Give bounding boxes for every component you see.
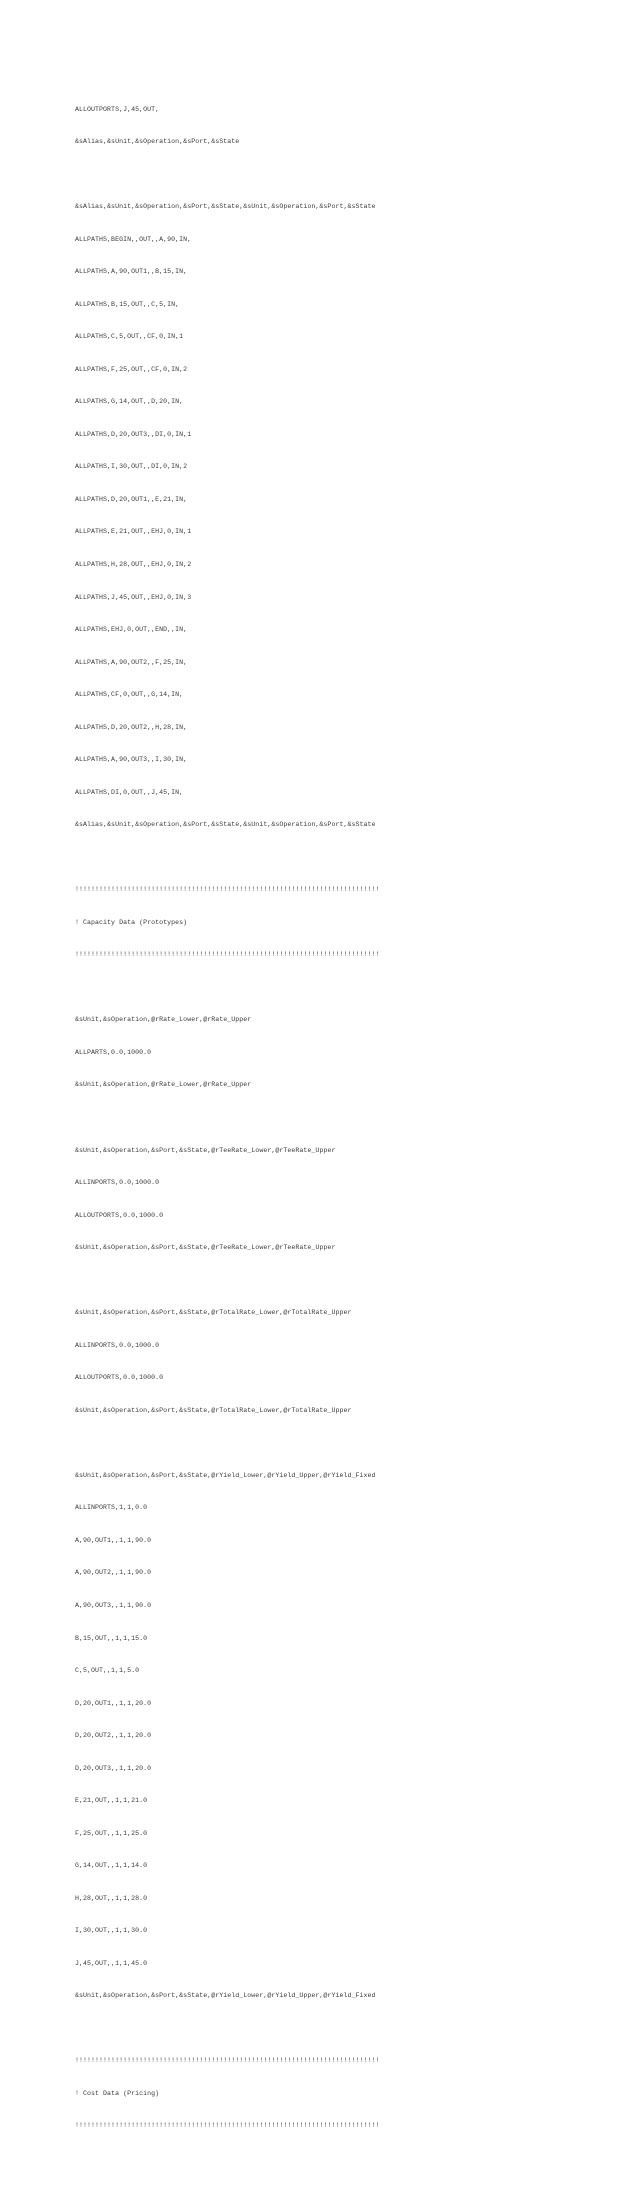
document-line: D,20,OUT3,,1,1,20.0 <box>75 1764 152 1772</box>
document-line: !!!!!!!!!!!!!!!!!!!!!!!!!!!!!!!!!!!!!!!!!!!!!!!!!!!!!!!!!!!!!!!!!!!!!!!!!!!! <box>75 951 380 959</box>
document-line: ALLPATHS,D,20,OUT3,,DI,0,IN,1 <box>75 430 192 438</box>
document-line: H,28,OUT,,1,1,28.0 <box>75 1894 148 1902</box>
document-line: &sUnit,&sOperation,@rRate_Lower,@rRate_Upper <box>75 1081 252 1089</box>
document-line: ALLPATHS,F,25,OUT,,CF,0,IN,2 <box>75 365 188 373</box>
document-line: ALLINPORTS,0.0,1000.0 <box>75 1179 160 1187</box>
document-line: ALLOUTPORTS,J,45,OUT, <box>75 105 160 113</box>
document-line: ALLPARTS,0.0,1000.0 <box>75 1048 152 1056</box>
document-line: G,14,OUT,,1,1,14.0 <box>75 1862 148 1870</box>
document-line: &sUnit,&sOperation,@rRate_Lower,@rRate_Upper <box>75 1016 252 1024</box>
document-line: &sAlias,&sUnit,&sOperation,&sPort,&sState <box>75 138 240 146</box>
document-line: B,15,OUT,,1,1,15.0 <box>75 1634 148 1642</box>
document-line: F,25,OUT,,1,1,25.0 <box>75 1829 148 1837</box>
document-line: ALLPATHS,I,30,OUT,,DI,0,IN,2 <box>75 463 188 471</box>
document-line: ALLPATHS,DI,0,OUT,,J,45,IN, <box>75 788 184 796</box>
document-body <box>75 72 615 2187</box>
document-line <box>75 1113 615 1124</box>
document-line: D,20,OUT2,,1,1,20.0 <box>75 1732 152 1740</box>
document-line <box>75 2024 615 2035</box>
document-line <box>75 170 615 181</box>
document-line <box>75 1438 615 1449</box>
document-line: &sUnit,&sOperation,&sPort,&sState,@rYield_Lower,@rYield_Upper,@rYield_Fixed <box>75 1992 376 2000</box>
document-line: J,45,OUT,,1,1,45.0 <box>75 1959 148 1967</box>
document-line: &sUnit,&sOperation,&sPort,&sState,@rTeeRate_Lower,@rTeeRate_Upper <box>75 1244 336 1252</box>
document-line: ALLPATHS,G,14,OUT,,D,20,IN, <box>75 398 184 406</box>
document-line: ALLPATHS,CF,0,OUT,,G,14,IN, <box>75 691 184 699</box>
document-line: ALLPATHS,A,90,OUT2,,F,25,IN, <box>75 658 188 666</box>
document-line: I,30,OUT,,1,1,30.0 <box>75 1927 148 1935</box>
document-line: D,20,OUT1,,1,1,20.0 <box>75 1699 152 1707</box>
document-line: ALLPATHS,C,5,OUT,,CF,0,IN,1 <box>75 333 184 341</box>
document-line: &sUnit,&sOperation,&sPort,&sState,@rYield_Lower,@rYield_Upper,@rYield_Fixed <box>75 1471 376 1479</box>
document-line: ALLOUTPORTS,0.0,1000.0 <box>75 1374 164 1382</box>
document-line: ALLPATHS,A,90,OUT1,,B,15,IN, <box>75 268 188 276</box>
document-line: ALLPATHS,EHJ,0,OUT,,END,,IN, <box>75 626 188 634</box>
document-line: C,5,OUT,,1,1,5.0 <box>75 1667 140 1675</box>
document-line: !!!!!!!!!!!!!!!!!!!!!!!!!!!!!!!!!!!!!!!!!!!!!!!!!!!!!!!!!!!!!!!!!!!!!!!!!!!! <box>75 886 380 894</box>
document-line: ALLOUTPORTS,0.0,1000.0 <box>75 1211 164 1219</box>
document-line: E,21,OUT,,1,1,21.0 <box>75 1797 148 1805</box>
document-line: ALLPATHS,BEGIN,,OUT,,A,90,IN, <box>75 235 192 243</box>
document-line: ALLPATHS,H,28,OUT,,EHJ,0,IN,2 <box>75 560 192 568</box>
document-line: ! Cost Data (Pricing) <box>75 2089 160 2097</box>
document-line: ALLPATHS,B,15,OUT,,C,5,IN, <box>75 300 180 308</box>
document-line <box>75 853 615 864</box>
document-line: &sUnit,&sOperation,&sPort,&sState,@rTotalRate_Lower,@rTotalRate_Upper <box>75 1406 352 1414</box>
document-line: ALLPATHS,D,20,OUT1,,E,21,IN, <box>75 495 188 503</box>
document-line: ALLPATHS,D,20,OUT2,,H,28,IN, <box>75 723 188 731</box>
document-line: A,90,OUT2,,1,1,90.0 <box>75 1569 152 1577</box>
document-line: ! Capacity Data (Prototypes) <box>75 918 188 926</box>
document-line <box>75 983 615 994</box>
document-line: &sAlias,&sUnit,&sOperation,&sPort,&sState,&sUnit,&sOperation,&sPort,&sState <box>75 203 376 211</box>
document-line: ALLPATHS,A,90,OUT3,,I,30,IN, <box>75 756 188 764</box>
document-line: ALLINPORTS,1,1,0.0 <box>75 1504 148 1512</box>
document-line <box>75 1276 615 1287</box>
document-line: !!!!!!!!!!!!!!!!!!!!!!!!!!!!!!!!!!!!!!!!!!!!!!!!!!!!!!!!!!!!!!!!!!!!!!!!!!!! <box>75 2122 380 2130</box>
document-line: !!!!!!!!!!!!!!!!!!!!!!!!!!!!!!!!!!!!!!!!!!!!!!!!!!!!!!!!!!!!!!!!!!!!!!!!!!!! <box>75 2057 380 2065</box>
document-line: A,90,OUT3,,1,1,90.0 <box>75 1601 152 1609</box>
document-line: &sUnit,&sOperation,&sPort,&sState,@rTotalRate_Lower,@rTotalRate_Upper <box>75 1309 352 1317</box>
document-line: A,90,OUT1,,1,1,90.0 <box>75 1536 152 1544</box>
document-line: ALLINPORTS,0.0,1000.0 <box>75 1341 160 1349</box>
document-line: ALLPATHS,E,21,OUT,,EHJ,0,IN,1 <box>75 528 192 536</box>
document-line <box>75 2154 615 2165</box>
document-line: ALLPATHS,J,45,OUT,,EHJ,0,IN,3 <box>75 593 192 601</box>
document-line: &sUnit,&sOperation,&sPort,&sState,@rTeeRate_Lower,@rTeeRate_Upper <box>75 1146 336 1154</box>
document-line: &sAlias,&sUnit,&sOperation,&sPort,&sState,&sUnit,&sOperation,&sPort,&sState <box>75 821 376 829</box>
